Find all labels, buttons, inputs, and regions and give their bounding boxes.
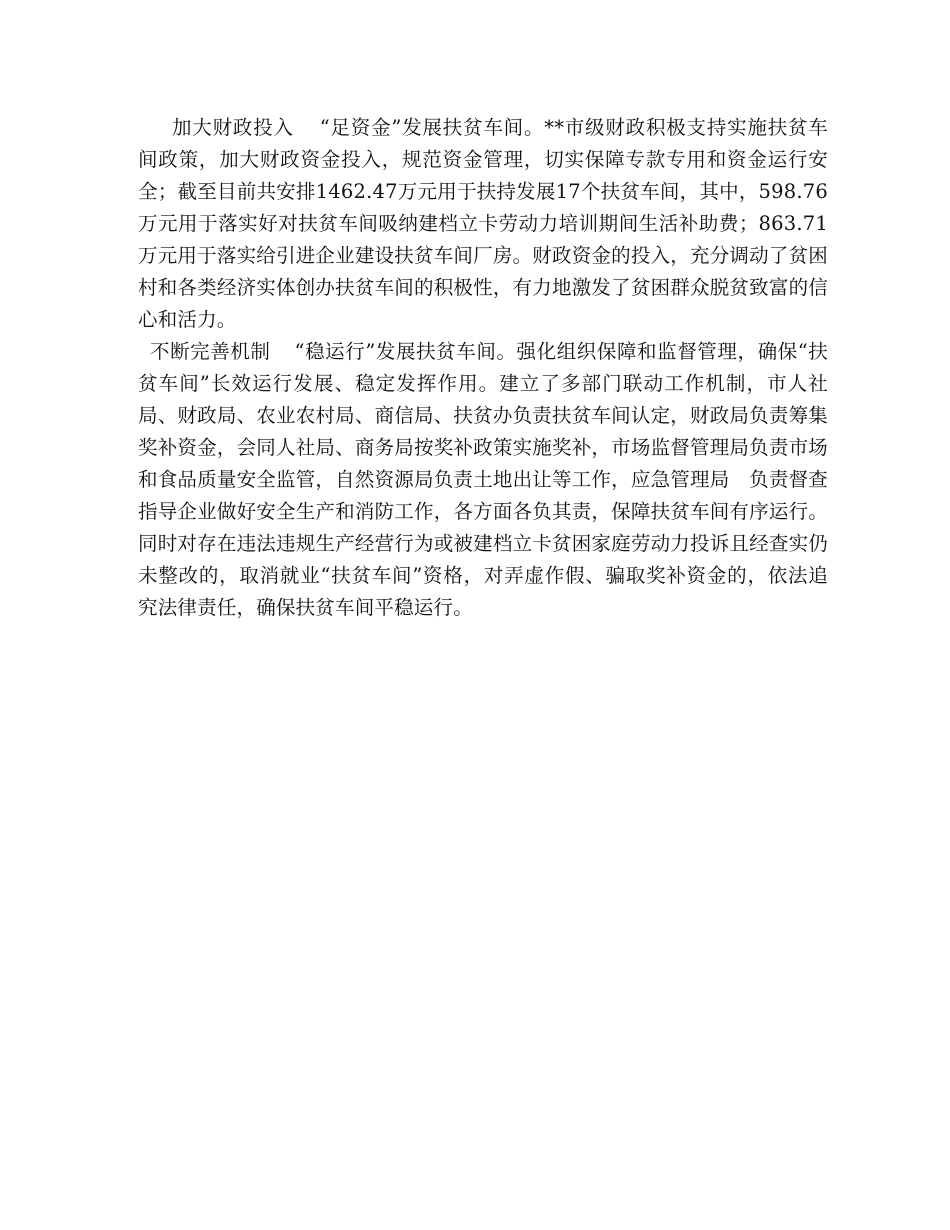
section-heading-funding: 加大财政投入 (172, 116, 294, 139)
section-body-mechanism: “稳运行”发展扶贫车间。强化组织保障和监督管理，确保“扶贫车间”长效运行发展、稳定发挥作用。建立了多部门联动工作机制，市人社局、财政局、农业农村局、商信局、扶贫办负责扶贫车间认定，财政局负责筹集奖补资金，会同人社局、商务局按奖补政策实施奖补，市场监督管理局负责市场和食品质量安全监管，自然资源局负责土地出让等工作，应急管理局 负责督查指导企业做好安全生产和消防工作，各方面各负其责，保障扶贫车间有序运行。同时对存在违法违规生产经营行为或被建档立卡贫困家庭劳动力投诉且经查实仍未整改的，取消就业“扶贫车间”资格，对弄虚作假、骗取奖补资金的，依法追究法律责任，确保扶贫车间平稳运行。 (138, 340, 828, 619)
paragraph-funding (138, 112, 828, 336)
document-page (138, 112, 828, 624)
paragraph-mechanism (138, 336, 828, 624)
section-heading-mechanism: 不断完善机制 (150, 340, 271, 363)
section-body-funding: “足资金”发展扶贫车间。**市级财政积极支持实施扶贫车间政策，加大财政资金投入，规范资金管理，切实保障专款专用和资金运行安全；截至目前共安排1462.47万元用于扶持发展17个扶贫车间，其中，598.76万元用于落实好对扶贫车间吸纳建档立卡劳动力培训期间生活补助费；863.71万元用于落实给引进企业建设扶贫车间厂房。财政资金的投入，充分调动了贫困村和各类经济实体创办扶贫车间的积极性，有力地激发了贫困群众脱贫致富的信心和活力。 (138, 116, 829, 331)
